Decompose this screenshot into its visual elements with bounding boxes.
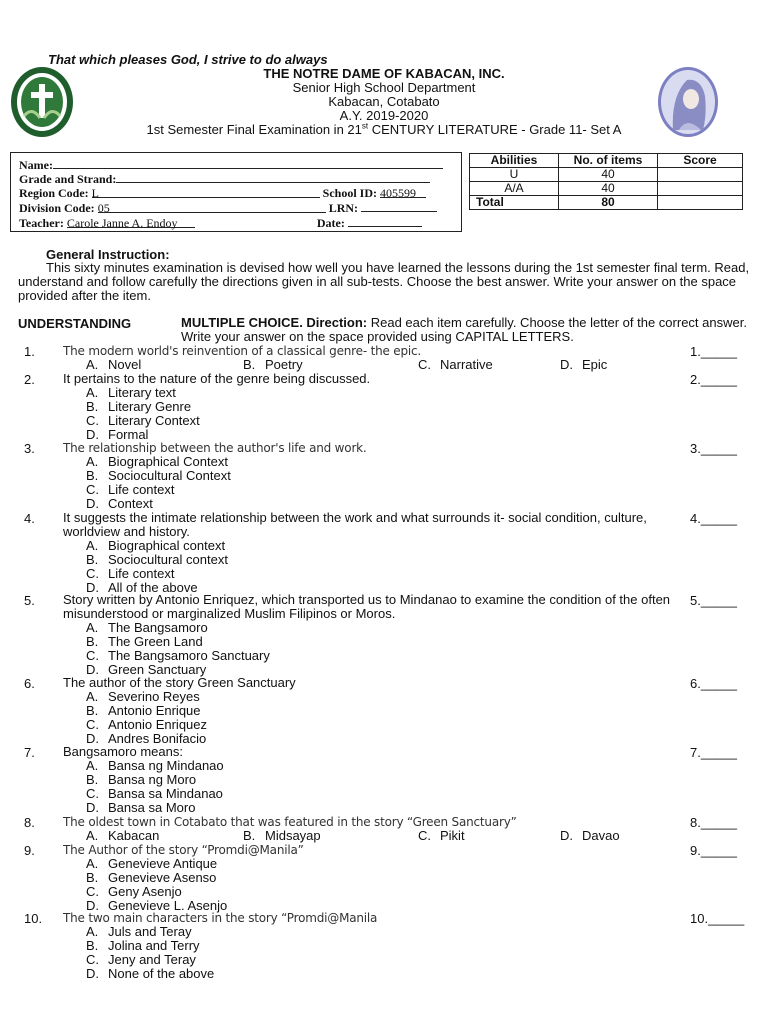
question-number: 5. — [24, 593, 35, 608]
choice-option: D. Davao — [560, 828, 620, 843]
school-name: THE NOTRE DAME OF KABACAN, INC. — [263, 66, 505, 81]
choice-option: B. Sociocultural context — [86, 552, 228, 567]
choice-option: C. Jeny and Teray — [86, 952, 196, 967]
choice-option: D. Andres Bonifacio — [86, 731, 207, 746]
choice-option: A. Kabacan — [86, 828, 160, 843]
choice-option: C. Life context — [86, 566, 175, 581]
choice-option: A. Genevieve Antique — [86, 856, 218, 871]
question-text: Story written by Antonio Enriquez, which transported us to Mindanao to examine the condition of the often misunderstood or marginalized Muslim Filipinos or Moros. — [63, 592, 671, 621]
question-number: 9. — [24, 843, 35, 858]
choice-option: D. Bansa sa Moro — [86, 800, 196, 815]
school-motto: That which pleases God, I strive to do always — [48, 52, 328, 67]
name-field[interactable]: Name: — [19, 157, 443, 173]
choice-option: D. Formal — [86, 427, 149, 442]
question-text: The oldest town in Cotabato that was featured in the story “Green Sanctuary” — [63, 815, 517, 829]
grade-strand-field[interactable]: Grade and Strand: — [19, 171, 430, 187]
choice-option: A. Literary text — [86, 385, 176, 400]
answer-blank[interactable]: 5._____ — [690, 593, 737, 608]
question-text: The two main characters in the story “Promdi@Manila — [63, 911, 378, 925]
question-text: Bangsamoro means: — [63, 744, 183, 759]
exam-title: 1st Semester Final Examination in 21st CENTURY LITERATURE - Grade 11- Set A — [146, 121, 622, 137]
region-code-field[interactable]: Region Code: L School ID: 405599 — [19, 186, 426, 201]
question-number: 10. — [24, 911, 43, 926]
school-location: Kabacan, Cotabato — [328, 94, 440, 109]
question-number: 1. — [24, 344, 35, 359]
question-number: 2. — [24, 372, 35, 387]
answer-blank[interactable]: 9._____ — [690, 843, 737, 858]
choice-option: B. Poetry — [243, 357, 303, 372]
choice-option: C. Antonio Enriquez — [86, 717, 208, 732]
answer-blank[interactable]: 3._____ — [690, 441, 737, 456]
answer-blank[interactable]: 6._____ — [690, 676, 737, 691]
choice-option: A. Biographical context — [86, 538, 226, 553]
choice-option: D. Genevieve L. Asenjo — [86, 898, 228, 913]
choice-option: D. Context — [86, 496, 153, 511]
choice-option: C. Pikit — [418, 828, 465, 843]
items-cell: 40 — [559, 182, 658, 196]
question-text: The modern world's reinvention of a classical genre- the epic. — [63, 344, 422, 358]
choice-option: D. Epic — [560, 357, 608, 372]
question-number: 4. — [24, 511, 35, 526]
question-text: It suggests the intimate relationship between the work and what surrounds it- social condition, culture, worldview and history. — [63, 510, 647, 539]
choice-option: D. All of the above — [86, 580, 198, 595]
answer-blank[interactable]: 7._____ — [690, 745, 737, 760]
choice-option: C. Narrative — [418, 357, 493, 372]
department-name: Senior High School Department — [292, 80, 476, 95]
question-number: 7. — [24, 745, 35, 760]
choice-option: A. The Bangsamoro — [86, 620, 208, 635]
score-cell[interactable] — [658, 168, 743, 182]
ability-cell: U — [470, 168, 559, 182]
section-direction: MULTIPLE CHOICE. Direction: Read each item carefully. Choose the letter of the correct answer. Write your answer on the space provided using CAPITAL LETTERS. — [181, 315, 747, 344]
answer-blank[interactable]: 1._____ — [690, 344, 737, 359]
score-table — [469, 153, 743, 210]
total-items: 80 — [559, 196, 658, 210]
score-cell[interactable] — [658, 182, 743, 196]
choice-option: C. The Bangsamoro Sanctuary — [86, 648, 270, 663]
choice-option: B. Literary Genre — [86, 399, 192, 414]
header-abilities: Abilities — [470, 154, 559, 168]
choice-option: D. Green Sanctuary — [86, 662, 207, 677]
choice-option: C. Life context — [86, 482, 175, 497]
question-number: 3. — [24, 441, 35, 456]
choice-option: C. Geny Asenjo — [86, 884, 182, 899]
question-text: The Author of the story “Promdi@Manila” — [63, 843, 304, 857]
total-label: Total — [470, 196, 559, 210]
question-number: 8. — [24, 815, 35, 830]
total-score-cell[interactable] — [658, 196, 743, 210]
choice-option: C. Bansa sa Mindanao — [86, 786, 223, 801]
choice-option: B. Genevieve Asenso — [86, 870, 217, 885]
items-cell: 40 — [559, 168, 658, 182]
question-text: The relationship between the author's life and work. — [63, 441, 367, 455]
choice-option: C. Literary Context — [86, 413, 200, 428]
choice-option: B. Antonio Enrique — [86, 703, 201, 718]
student-info-box — [10, 152, 462, 232]
question-text: The author of the story Green Sanctuary — [63, 675, 296, 690]
header-score: Score — [658, 154, 743, 168]
header-items: No. of items — [559, 154, 658, 168]
choice-option: B. Jolina and Terry — [86, 938, 200, 953]
choice-option: A. Bansa ng Mindanao — [86, 758, 224, 773]
question-text: It pertains to the nature of the genre being discussed. — [63, 371, 371, 386]
answer-blank[interactable]: 10._____ — [690, 911, 745, 926]
ability-cell: A/A — [470, 182, 559, 196]
choice-option: D. None of the above — [86, 966, 215, 981]
answer-blank[interactable]: 2._____ — [690, 372, 737, 387]
academic-year: A.Y. 2019-2020 — [339, 108, 429, 123]
teacher-field: Teacher: Carole Janne A. Endoy Date: — [19, 215, 422, 231]
choice-option: B. The Green Land — [86, 634, 203, 649]
division-code-field[interactable]: Division Code: 05 LRN: — [19, 200, 437, 216]
instruction-text: This sixty minutes examination is devised how well you have learned the lessons during the 1st semester final term. Read, understand and follow carefully the directions given in all sub-tests. Choose the best answer. Write your answer on the space provided after the item. — [18, 260, 750, 303]
section-label: UNDERSTANDING — [18, 316, 132, 331]
choice-option: B. Bansa ng Moro — [86, 772, 197, 787]
question-number: 6. — [24, 676, 35, 691]
instruction-title: General Instruction: — [46, 247, 170, 262]
choice-option: A. Juls and Teray — [86, 924, 192, 939]
choice-option: B. Sociocultural Context — [86, 468, 231, 483]
answer-blank[interactable]: 8._____ — [690, 815, 737, 830]
answer-blank[interactable]: 4._____ — [690, 511, 737, 526]
choice-option: A. Severino Reyes — [86, 689, 200, 704]
choice-option: B. Midsayap — [243, 828, 321, 843]
choice-option: A. Novel — [86, 357, 142, 372]
choice-option: A. Biographical Context — [86, 454, 228, 469]
